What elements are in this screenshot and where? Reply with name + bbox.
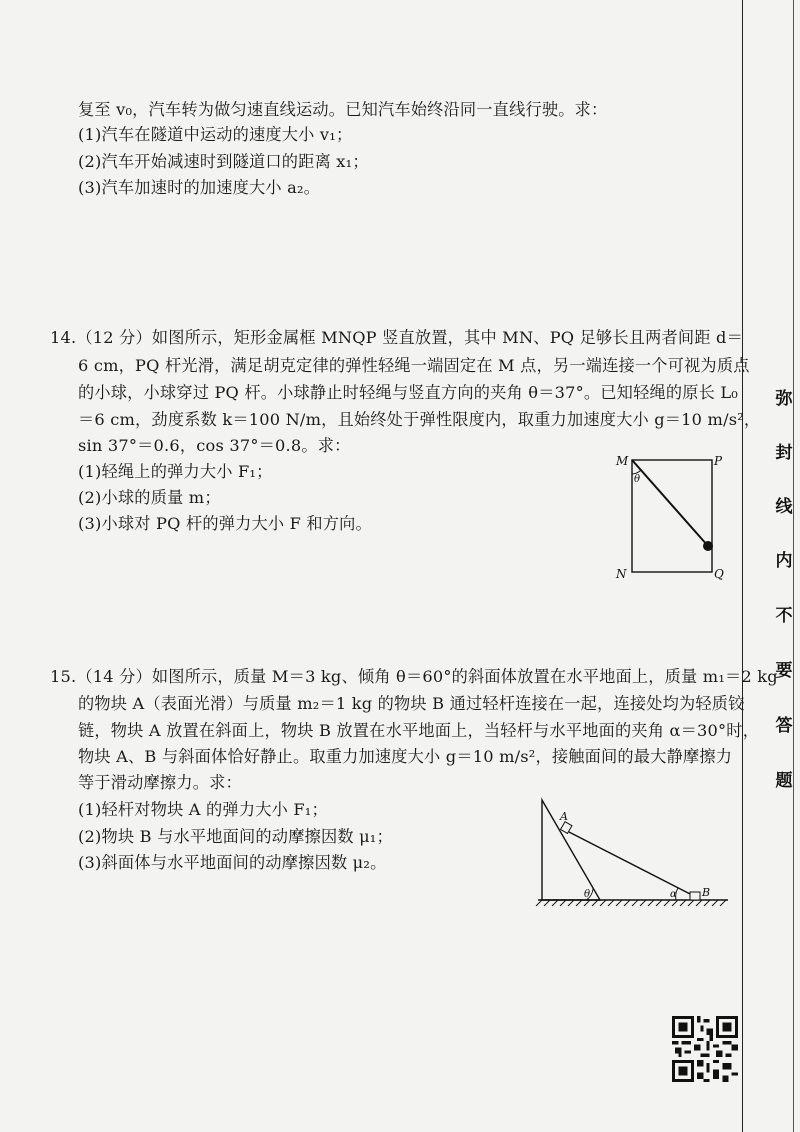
seal-char-2: 封 bbox=[775, 443, 793, 463]
q15-sub2: (2)物块 B 与水平地面间的动摩擦因数 μ₁； bbox=[78, 827, 393, 846]
seal-char-4: 内 bbox=[775, 551, 793, 571]
block-A bbox=[561, 822, 572, 834]
block-B bbox=[690, 892, 700, 900]
q13-text-line1: 复至 v₀，汽车转为做匀速直线运动。已知汽车始终沿同一直线行驶。求： bbox=[78, 100, 608, 119]
q14-text-line1: 14.（12 分）如图所示，矩形金属框 MNQP 竖直放置，其中 MN、PQ 足够长且两者间距 d＝ bbox=[50, 328, 744, 347]
label-theta: θ bbox=[584, 889, 591, 900]
q15-figure bbox=[536, 796, 736, 916]
q15-text-line4: 物块 A、B 与斜面体恰好静止。取重力加速度大小 g＝10 m/s²，接触面间的最大静摩擦力 bbox=[78, 747, 733, 766]
label-M: M bbox=[616, 454, 629, 468]
incline-wedge bbox=[542, 800, 600, 900]
seal-char-6: 要 bbox=[775, 661, 793, 681]
q14-text-line2: 6 cm，PQ 杆光滑，满足胡克定律的弹性轻绳一端固定在 M 点，另一端连接一个可视为质点 bbox=[78, 356, 750, 375]
seal-char-7: 答 bbox=[775, 716, 793, 736]
q14-figure bbox=[612, 452, 722, 582]
label-B: B bbox=[702, 886, 711, 899]
binding-margin-line bbox=[742, 0, 743, 1132]
q14-sub2: (2)小球的质量 m； bbox=[78, 488, 221, 507]
q14-text-line3: 的小球，小球穿过 PQ 杆。小球静止时轻绳与竖直方向的夹角 θ＝37°。已知轻绳的原长 L₀ bbox=[78, 383, 738, 402]
q13-sub2: (2)汽车开始减速时到隧道口的距离 x₁； bbox=[78, 152, 369, 171]
light-rod bbox=[569, 832, 694, 896]
label-Q: Q bbox=[714, 567, 724, 581]
q14-sub3: (3)小球对 PQ 杆的弹力大小 F 和方向。 bbox=[78, 514, 372, 533]
label-theta: θ bbox=[634, 474, 641, 485]
q15-text-line2: 的物块 A（表面光滑）与质量 m₂＝1 kg 的物块 B 通过轻杆连接在一起，连接处均为轻质铰 bbox=[78, 694, 745, 713]
label-alpha: α bbox=[670, 889, 677, 900]
seal-char-1: 弥 bbox=[775, 389, 793, 409]
metal-frame bbox=[632, 460, 712, 572]
q14-text-line5: sin 37°＝0.6，cos 37°＝0.8。求： bbox=[78, 436, 351, 455]
seal-char-5: 不 bbox=[775, 606, 793, 626]
qr-code bbox=[672, 1016, 738, 1082]
small-ball bbox=[703, 541, 713, 551]
label-P: P bbox=[714, 454, 723, 468]
q15-text-line1: 15.（14 分）如图所示，质量 M＝3 kg、倾角 θ＝60°的斜面体放置在水平地面上，质量 m₁＝2 kg bbox=[50, 667, 778, 686]
q15-sub1: (1)轻杆对物块 A 的弹力大小 F₁； bbox=[78, 800, 328, 819]
q15-text-line3: 链，物块 A 放置在斜面上，物块 B 放置在水平地面上，当轻杆与水平地面的夹角 α＝30°时， bbox=[78, 721, 760, 740]
q15-text-line5: 等于滑动摩擦力。求： bbox=[78, 773, 242, 792]
label-A: A bbox=[560, 810, 568, 823]
ground-hatching bbox=[536, 900, 726, 906]
q13-sub3: (3)汽车加速时的加速度大小 a₂。 bbox=[78, 178, 321, 197]
elastic-rope bbox=[632, 460, 708, 546]
q15-sub3: (3)斜面体与水平地面间的动摩擦因数 μ₂。 bbox=[78, 853, 387, 872]
q14-sub1: (1)轻绳上的弹力大小 F₁； bbox=[78, 462, 273, 481]
q14-text-line4: ＝6 cm，劲度系数 k＝100 N/m，且始终处于弹性限度内，取重力加速度大小 g＝10 m/s²， bbox=[78, 410, 761, 429]
seal-char-3: 线 bbox=[775, 497, 793, 517]
seal-char-8: 题 bbox=[775, 771, 793, 791]
label-N: N bbox=[616, 567, 627, 581]
q13-sub1: (1)汽车在隧道中运动的速度大小 v₁； bbox=[78, 125, 353, 144]
